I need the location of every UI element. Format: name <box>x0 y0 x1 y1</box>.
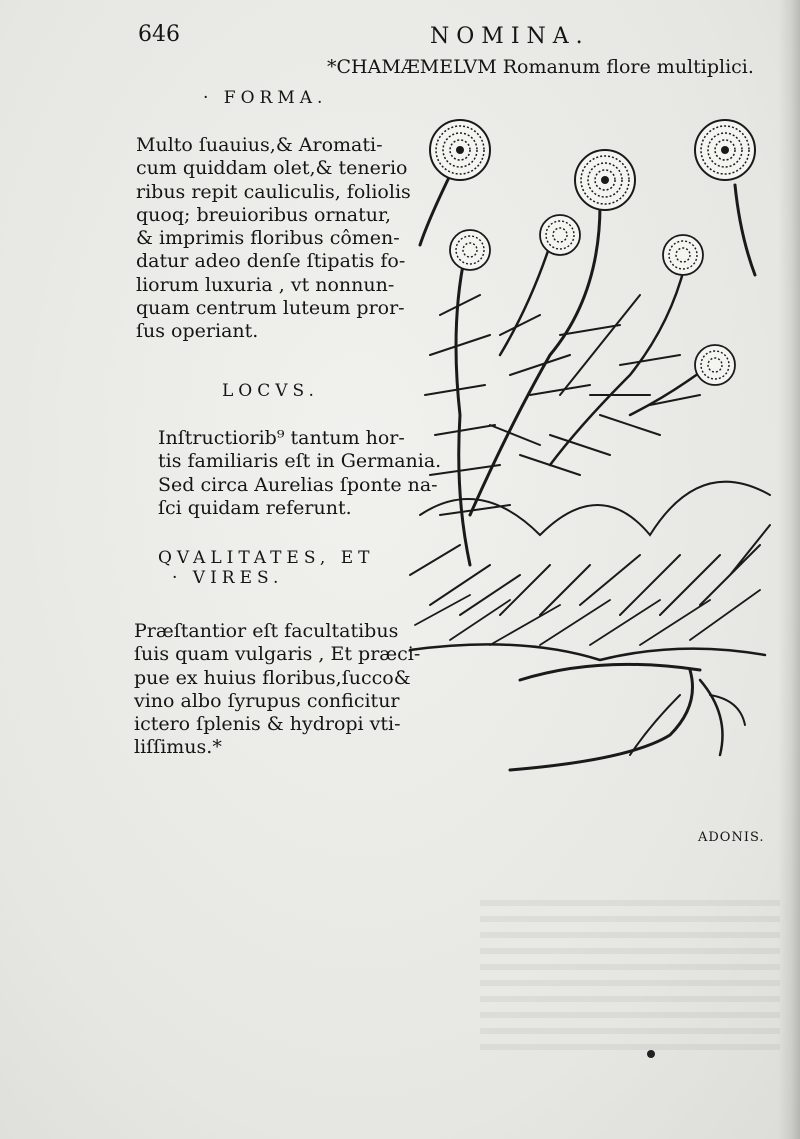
text-line: & imprimis floribus cômen- <box>136 227 400 250</box>
qualitates-paragraph <box>134 620 420 760</box>
running-head: NOMINA. <box>430 24 590 49</box>
show-through-text <box>480 900 780 1050</box>
heading-forma: · FORMA. <box>203 88 328 108</box>
chamomile-plant-woodcut-icon <box>400 95 780 785</box>
text-line: vino albo ſyrupus conficitur <box>134 689 400 712</box>
text-line: pue ex huius floribus,ſucco& <box>134 666 411 689</box>
text-line: Multo ſuauius,& Aromati- <box>136 134 383 156</box>
text-line: ſus operiant. <box>136 320 259 343</box>
text-line: ſci quidam referunt. <box>158 496 352 519</box>
catchword: ADONIS. <box>698 830 765 845</box>
text-line: ictero ſplenis & hydropi vti- <box>134 713 401 736</box>
text-line: Inſtructiorib⁹ tantum hor- <box>158 427 405 449</box>
heading-qualitates: QVALITATES, ET <box>158 548 375 568</box>
ink-dot <box>647 1050 655 1058</box>
locus-paragraph <box>158 427 441 520</box>
text-line: Sed circa Aurelias ſponte na- <box>158 473 438 496</box>
page-number: 646 <box>138 22 180 47</box>
heading-vires: · VIRES. <box>172 568 284 588</box>
text-line: ſuis quam vulgaris , Et præci- <box>134 643 421 666</box>
text-line: ribus repit cauliculis, foliolis <box>136 180 411 203</box>
text-line: datur adeo denſe ſtipatis fo- <box>136 250 406 273</box>
text-line: liorum luxuria , vt nonnun- <box>136 273 395 296</box>
text-line: quam centrum luteum pror- <box>136 297 405 320</box>
forma-paragraph <box>136 134 411 344</box>
text-line: cum quiddam olet,& tenerio <box>136 157 408 180</box>
text-line: tis familiaris eſt in Germania. <box>158 450 442 473</box>
text-line: Præſtantior eſt facultatibus <box>134 620 399 642</box>
page-edge-shadow <box>778 0 800 1139</box>
text-line: quoq; breuioribus ornatur, <box>136 203 392 226</box>
plant-title: *CHAMÆMELVM Romanum flore multiplici. <box>327 56 754 78</box>
heading-locus: LOCVS. <box>222 381 319 401</box>
text-line: liſſimus.* <box>134 736 222 759</box>
